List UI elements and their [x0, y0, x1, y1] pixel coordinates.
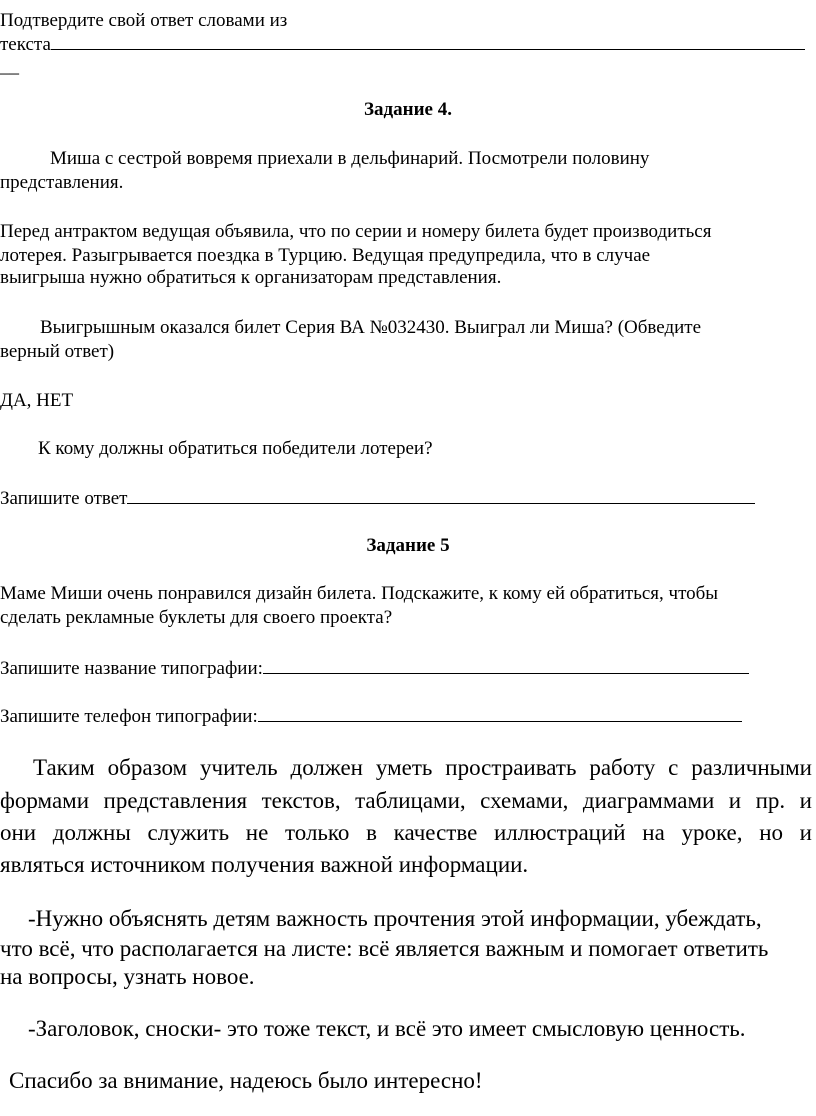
conclusion-paragraph1-line3: они должны служить не только в качестве иллюстраций на уроке, но и: [0, 820, 812, 845]
task4-paragraph2-line3: выигрыша нужно обратиться к организаторам представления.: [0, 267, 502, 288]
task4-paragraph3-line1: Выигрышным оказался билет Серия ВА №032430. Выиграл ли Миша? (Обведите: [40, 317, 702, 338]
confirm-instruction: Подтвердите свой ответ словами из: [0, 10, 288, 31]
conclusion-paragraph2-line1: -Нужно объяснять детям важность прочтения этой информации, убеждать,: [28, 906, 762, 931]
task4-paragraph2-line2: лотерея. Разыгрывается поездка в Турцию. Ведущая предупредила, что в случае: [0, 245, 651, 266]
task4-answer-line: [0, 486, 755, 510]
print-shop-phone-label: Запишите телефон типографии:: [0, 706, 258, 727]
task4-paragraph1-line2: представления.: [0, 172, 124, 193]
task5-paragraph1-line1: Маме Миши очень понравился дизайн билета. Подскажите, к кому ей обратиться, чтобы: [0, 583, 719, 604]
print-shop-phone-line: [0, 704, 742, 728]
print-shop-name-blank[interactable]: [263, 656, 749, 674]
print-shop-phone-blank[interactable]: [258, 704, 742, 722]
conclusion-paragraph3: -Заголовок, сноски- это тоже текст, и всё это имеет смысловую ценность.: [28, 1016, 746, 1041]
confirm-answer-dash: __: [0, 56, 19, 77]
confirm-answer-label: текста: [0, 34, 51, 55]
task4-heading: Задание 4.: [364, 99, 452, 120]
task4-paragraph2-line1: Перед антрактом ведущая объявила, что по серии и номеру билета будет производиться: [0, 221, 712, 242]
task4-paragraph3-line2: верный ответ): [0, 341, 115, 362]
conclusion-paragraph2-line3: на вопросы, узнать новое.: [0, 964, 255, 989]
task4-answer-label: Запишите ответ: [0, 488, 128, 509]
task5-paragraph1-line2: сделать рекламные буклеты для своего проекта?: [0, 607, 393, 628]
conclusion-paragraph1-line1: Таким образом учитель должен уметь простраивать работу с различными: [33, 755, 812, 780]
conclusion-paragraph1-line2: формами представления текстов, таблицами, схемами, диаграммами и пр. и: [0, 788, 812, 813]
task4-paragraph1-line1: Миша с сестрой вовремя приехали в дельфинарий. Посмотрели половину: [50, 148, 650, 169]
thanks-line: Спасибо за внимание, надеюсь было интересно!: [9, 1068, 483, 1093]
answer-options[interactable]: ДА, НЕТ: [0, 390, 74, 411]
task5-heading: Задание 5: [366, 535, 450, 556]
print-shop-name-label: Запишите название типографии:: [0, 658, 263, 679]
conclusion-paragraph1-line4: являться источником получения важной информации.: [0, 852, 529, 877]
print-shop-name-line: [0, 656, 749, 680]
task4-answer-blank[interactable]: [127, 486, 755, 504]
confirm-answer-blank[interactable]: [51, 32, 805, 50]
conclusion-paragraph2-line2: что всё, что располагается на листе: всё является важным и помогает ответить: [0, 936, 769, 961]
confirm-answer-line: [0, 32, 805, 56]
task4-question2: К кому должны обратиться победители лотереи?: [38, 438, 433, 459]
